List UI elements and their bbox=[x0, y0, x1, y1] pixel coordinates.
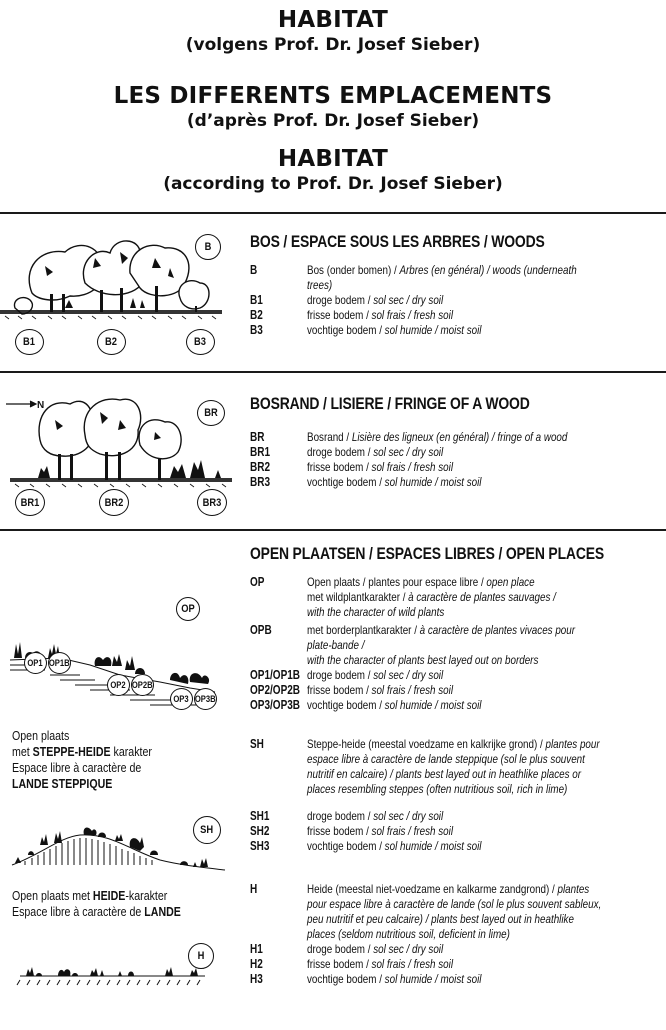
label-circle-br: BR bbox=[197, 400, 225, 426]
label-circle-b2: B2 bbox=[97, 329, 126, 355]
entry-text-dutch: droge bodem / bbox=[307, 293, 374, 307]
heath-side-label bbox=[12, 888, 181, 920]
entry-description bbox=[307, 683, 601, 698]
entry-row bbox=[250, 623, 666, 653]
entry-text-translation: sol frais / fresh soil bbox=[371, 683, 454, 697]
entry-code: B2 bbox=[250, 308, 263, 322]
entry-text-dutch: frisse bodem / bbox=[307, 308, 372, 322]
entry-description bbox=[307, 698, 601, 713]
entry-text-dutch: met wildplantkarakter / bbox=[307, 590, 409, 604]
entry-text-dutch: vochtige bodem / bbox=[307, 475, 385, 489]
entry-code: BR1 bbox=[250, 445, 271, 459]
side-label-text: -karakter bbox=[125, 889, 168, 903]
title-dutch: HABITAT bbox=[277, 7, 389, 33]
title-english: HABITAT bbox=[277, 146, 389, 172]
entry-text-translation: Lisière des ligneux (en général) / fringe of a wood bbox=[351, 430, 568, 444]
entry-description bbox=[307, 575, 601, 590]
steppe-entries bbox=[250, 737, 666, 854]
entry-text-dutch: droge bodem / bbox=[307, 942, 374, 956]
entry-row bbox=[250, 605, 666, 620]
label-circle-b3: B3 bbox=[186, 329, 215, 355]
title-french: LES DIFFERENTS EMPLACEMENTS bbox=[113, 83, 553, 109]
entry-text-translation: sol frais / fresh soil bbox=[371, 308, 454, 322]
label-circle-op3: OP3 bbox=[170, 688, 193, 710]
entry-description bbox=[307, 323, 601, 338]
entry-row bbox=[250, 737, 666, 797]
entry-code: SH3 bbox=[250, 839, 270, 853]
entry-text-dutch: droge bodem / bbox=[307, 809, 374, 823]
entry-text-translation: with the character of wild plants bbox=[307, 605, 445, 619]
entry-code: SH2 bbox=[250, 824, 270, 838]
entry-row bbox=[250, 972, 666, 987]
entry-code bbox=[250, 653, 296, 668]
entry-row bbox=[250, 809, 666, 824]
entry-text-dutch: vochtige bodem / bbox=[307, 972, 385, 986]
entry-row bbox=[250, 698, 666, 713]
entry-text-translation: sol humide / moist soil bbox=[384, 972, 482, 986]
entry-text-translation: sol sec / dry soil bbox=[373, 668, 444, 682]
section-title-fringe: BOSRAND / LISIERE / FRINGE OF A WOOD bbox=[250, 394, 530, 413]
label-circle-br2: BR2 bbox=[99, 489, 129, 516]
entry-description bbox=[307, 605, 601, 620]
north-arrow-label: N bbox=[37, 400, 45, 411]
entry-description bbox=[307, 460, 601, 475]
side-label-bold: LANDE bbox=[144, 905, 181, 919]
entry-description bbox=[307, 293, 601, 308]
entry-description bbox=[307, 809, 601, 824]
subtitle-dutch: (volgens Prof. Dr. Josef Sieber) bbox=[185, 35, 481, 55]
side-label-line bbox=[12, 904, 181, 920]
heath-entries bbox=[250, 882, 666, 987]
entry-text-translation: plantes pour espace libre à caractère de lande steppique (sol le plus souvent nutritif en calcaire) / plants best layed out in heathlike places or places resembling steppes (often nutritious soil, rich in lime) bbox=[307, 737, 600, 796]
entry-code: H bbox=[250, 882, 258, 896]
entry-text-translation: à caractère de plantes vivaces pour plate-bande / bbox=[307, 623, 576, 652]
entry-code: BR3 bbox=[250, 475, 271, 489]
divider bbox=[0, 529, 666, 531]
entry-row bbox=[250, 683, 666, 698]
side-label-line bbox=[12, 776, 152, 792]
entry-text-dutch: Open plaats / plantes pour espace libre / bbox=[307, 575, 487, 589]
side-label-line bbox=[12, 744, 152, 760]
entry-text-translation: sol sec / dry soil bbox=[373, 445, 444, 459]
entry-code: SH1 bbox=[250, 809, 270, 823]
entry-text-dutch: Steppe-heide (meestal voedzame en kalkrijke grond) / bbox=[307, 737, 546, 751]
entry-text-translation: sol humide / moist soil bbox=[384, 839, 482, 853]
entry-text-dutch: frisse bodem / bbox=[307, 460, 372, 474]
entry-row bbox=[250, 308, 666, 323]
side-label-bold: LANDE STEPPIQUE bbox=[12, 777, 113, 791]
label-circle-op: OP bbox=[176, 597, 200, 621]
section-title-woods: BOS / ESPACE SOUS LES ARBRES / WOODS bbox=[250, 232, 545, 251]
label-circle-op2: OP2 bbox=[107, 674, 130, 696]
page-header bbox=[0, 6, 666, 56]
entry-description bbox=[307, 430, 601, 445]
entry-description bbox=[307, 475, 601, 490]
entry-row bbox=[250, 263, 666, 293]
entry-text-dutch: droge bodem / bbox=[307, 668, 374, 682]
entry-row bbox=[250, 475, 666, 490]
entry-text-dutch: vochtige bodem / bbox=[307, 323, 385, 337]
steppe-side-label bbox=[12, 728, 152, 792]
label-circle-h: H bbox=[188, 943, 214, 969]
side-label-line: Open plaats bbox=[12, 729, 70, 743]
entry-code: B1 bbox=[250, 293, 263, 307]
entry-text-translation: sol humide / moist soil bbox=[384, 475, 482, 489]
entry-code: B3 bbox=[250, 323, 263, 337]
entry-description bbox=[307, 882, 601, 942]
entry-description bbox=[307, 445, 601, 460]
entry-text-translation: sol humide / moist soil bbox=[384, 698, 482, 712]
entry-text-translation: sol sec / dry soil bbox=[373, 293, 444, 307]
label-circle-br3: BR3 bbox=[197, 489, 227, 516]
woods-entries bbox=[250, 263, 666, 338]
entry-text-translation: plantes pour espace libre à caractère de lande (sol le plus souvent sableux, peu nutritif et peu calcaire) / plants best layed out in heathlike places (seldom nutritious soil, deficient in lime) bbox=[307, 882, 602, 941]
entry-code: BR2 bbox=[250, 460, 271, 474]
entry-code bbox=[250, 605, 296, 620]
entry-row bbox=[250, 957, 666, 972]
spacer bbox=[250, 797, 666, 809]
section-title-open-places: OPEN PLAATSEN / ESPACES LIBRES / OPEN PLACES bbox=[250, 544, 604, 563]
entry-row bbox=[250, 293, 666, 308]
subtitle-english: (according to Prof. Dr. Josef Sieber) bbox=[163, 174, 503, 194]
entry-text-dutch: droge bodem / bbox=[307, 445, 374, 459]
entry-row bbox=[250, 323, 666, 338]
entry-code: OP3/OP3B bbox=[250, 698, 301, 712]
label-circle-b: B bbox=[195, 234, 221, 260]
entry-code: OPB bbox=[250, 623, 272, 637]
side-label-text: Espace libre à caractère de bbox=[12, 905, 145, 919]
entry-row bbox=[250, 460, 666, 475]
entry-description bbox=[307, 623, 601, 653]
side-label-bold: STEPPE-HEIDE bbox=[32, 745, 111, 759]
entry-description bbox=[307, 308, 601, 323]
entry-text-dutch: vochtige bodem / bbox=[307, 698, 385, 712]
page-header-english bbox=[0, 145, 666, 195]
fringe-entries bbox=[250, 430, 666, 490]
entry-description bbox=[307, 653, 601, 668]
entry-row bbox=[250, 824, 666, 839]
entry-text-dutch: vochtige bodem / bbox=[307, 839, 385, 853]
entry-row bbox=[250, 445, 666, 460]
entry-description bbox=[307, 737, 601, 797]
side-label-bold: HEIDE bbox=[92, 889, 126, 903]
entry-description bbox=[307, 590, 601, 605]
entry-row bbox=[250, 942, 666, 957]
entry-text-dutch: frisse bodem / bbox=[307, 683, 372, 697]
side-label-text: met bbox=[12, 745, 33, 759]
entry-code: B bbox=[250, 263, 258, 277]
label-circle-sh: SH bbox=[193, 816, 221, 844]
entry-text-dutch: frisse bodem / bbox=[307, 957, 372, 971]
entry-code: OP bbox=[250, 575, 265, 589]
entry-row bbox=[250, 575, 666, 590]
entry-code: OP1/OP1B bbox=[250, 668, 301, 682]
entry-text-translation: à caractère de plantes sauvages / bbox=[408, 590, 556, 604]
entry-text-dutch: Bos (onder bomen) / bbox=[307, 263, 400, 277]
side-label-text: Open plaats met bbox=[12, 889, 93, 903]
entry-row bbox=[250, 430, 666, 445]
entry-text-translation: sol humide / moist soil bbox=[384, 323, 482, 337]
label-circle-op3b: OP3B bbox=[194, 688, 217, 710]
label-circle-b1: B1 bbox=[15, 329, 44, 355]
entry-row bbox=[250, 590, 666, 605]
page-header-french bbox=[0, 82, 666, 132]
entry-text-translation: sol frais / fresh soil bbox=[371, 824, 454, 838]
entry-text-translation: sol frais / fresh soil bbox=[371, 957, 454, 971]
entry-row bbox=[250, 653, 666, 668]
side-label-text: karakter bbox=[110, 745, 152, 759]
entry-text-dutch: Bosrand / bbox=[307, 430, 352, 444]
label-circle-op1: OP1 bbox=[24, 652, 47, 674]
label-circle-op2b: OP2B bbox=[131, 674, 154, 696]
entry-text-translation: open place bbox=[486, 575, 535, 589]
entry-description bbox=[307, 957, 601, 972]
side-label-line bbox=[12, 888, 181, 904]
entry-description bbox=[307, 263, 601, 293]
entry-row bbox=[250, 839, 666, 854]
entry-row bbox=[250, 882, 666, 942]
entry-description bbox=[307, 942, 601, 957]
entry-code: SH bbox=[250, 737, 264, 751]
entry-code: H3 bbox=[250, 972, 263, 986]
entry-description bbox=[307, 668, 601, 683]
entry-description bbox=[307, 839, 601, 854]
subtitle-french: (d’après Prof. Dr. Josef Sieber) bbox=[186, 111, 480, 131]
entry-text-dutch: frisse bodem / bbox=[307, 824, 372, 838]
entry-row bbox=[250, 668, 666, 683]
label-circle-br1: BR1 bbox=[15, 489, 45, 516]
entry-description bbox=[307, 972, 601, 987]
label-circle-op1b: OP1B bbox=[48, 652, 71, 674]
entry-text-dutch: met borderplantkarakter / bbox=[307, 623, 420, 637]
open-places-entries bbox=[250, 575, 666, 713]
entry-text-dutch: Heide (meestal niet-voedzame en kalkarme zandgrond) / bbox=[307, 882, 558, 896]
divider bbox=[0, 371, 666, 373]
entry-text-translation: sol frais / fresh soil bbox=[371, 460, 454, 474]
entry-text-translation: sol sec / dry soil bbox=[373, 942, 444, 956]
divider bbox=[0, 212, 666, 214]
entry-description bbox=[307, 824, 601, 839]
entry-text-translation: sol sec / dry soil bbox=[373, 809, 444, 823]
entry-code bbox=[250, 590, 296, 605]
entry-code: H2 bbox=[250, 957, 263, 971]
entry-text-translation: Arbres (en général) / woods (underneath trees) bbox=[307, 263, 577, 292]
entry-text-translation: with the character of plants best layed out on borders bbox=[307, 653, 539, 667]
entry-code: BR bbox=[250, 430, 265, 444]
side-label-line: Espace libre à caractère de bbox=[12, 761, 142, 775]
entry-code: H1 bbox=[250, 942, 263, 956]
entry-code: OP2/OP2B bbox=[250, 683, 301, 697]
